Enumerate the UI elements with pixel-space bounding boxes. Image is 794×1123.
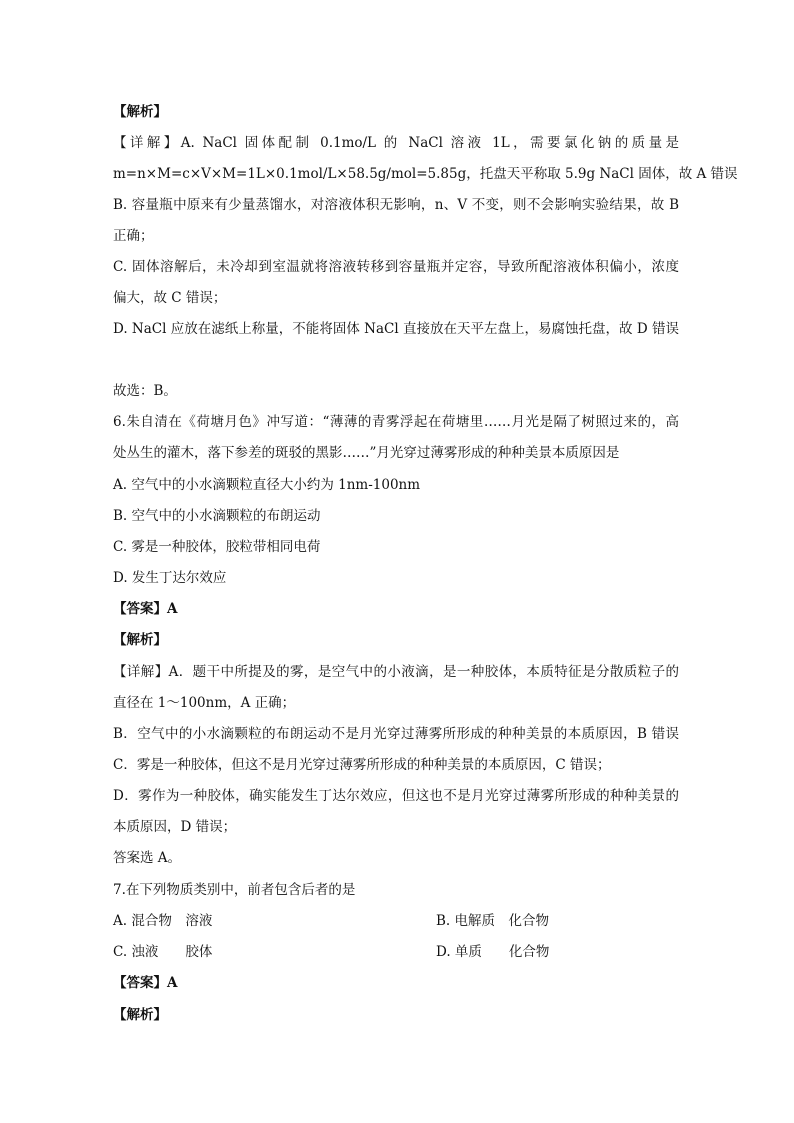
q7-option-a: A. 混合物 溶液 <box>113 913 213 929</box>
q6-option-c: C. 雾是一种胶体，胶粒带相同电荷 <box>113 539 321 555</box>
q6-option-d-line-1: D．雾作为一种胶体，确实能发生丁达尔效应，但这也不是月光穿过薄雾所形成的种种美景的 <box>113 788 679 804</box>
q6-option-c-explanation: C．雾是一种胶体，但这不是月光穿过薄雾所形成的种种美景的本质原因，C 错误； <box>113 757 611 773</box>
q6-stem-line-2: 处丛生的灌木，落下参差的斑驳的黑影……”月光穿过薄雾形成的种种美景本质原因是 <box>113 445 620 461</box>
q6-option-b-explanation: B．空气中的小水滴颗粒的布朗运动不是月光穿过薄雾所形成的种种美景的本质原因，B 错误 <box>113 726 679 742</box>
q6-option-d: D. 发生丁达尔效应 <box>113 570 227 586</box>
q6-detail-line-2: 直径在 1～100nm，A 正确； <box>113 695 296 711</box>
q7-option-b: B. 电解质 化合物 <box>436 913 550 929</box>
q7-option-c: C. 浊液 胶体 <box>113 944 213 960</box>
q5-option-c-line-2: 偏大，故 C 错误； <box>113 290 227 306</box>
q6-conclusion: 答案选 A。 <box>113 850 182 866</box>
q5-option-d-line-1: D. NaCl 应放在滤纸上称量，不能将固体 NaCl 直接放在天平左盘上，易腐蚀托盘，故 D 错误 <box>113 321 679 337</box>
q6-answer: 【答案】A <box>113 601 178 617</box>
q5-option-b-line-2: 正确； <box>113 228 154 244</box>
q6-option-d-line-2: 本质原因，D 错误； <box>113 819 237 835</box>
q7-stem: 7.在下列物质类别中，前者包含后者的是 <box>113 882 356 898</box>
q5-analysis-label: 【解析】 <box>113 104 167 120</box>
q6-option-a: A. 空气中的小水滴颗粒直径大小约为 1nm-100nm <box>113 477 421 493</box>
q7-answer: 【答案】A <box>113 975 178 991</box>
q6-analysis-label: 【解析】 <box>113 632 167 648</box>
q6-option-b: B. 空气中的小水滴颗粒的布朗运动 <box>113 508 321 524</box>
q7-analysis-label: 【解析】 <box>113 1007 167 1023</box>
q7-option-d: D. 单质 化合物 <box>436 944 550 960</box>
q5-option-c-line-1: C. 固体溶解后，未冷却到室温就将溶液转移到容量瓶并定容，导致所配溶液体积偏小，浓度 <box>113 259 679 275</box>
q5-detail-line-1: 【详解】A. NaCl 固体配制 0.1mo/L 的 NaCl 溶液 1L，需要氯化钠的质量是 <box>113 135 679 151</box>
q6-detail-line-1: 【详解】A．题干中所提及的雾，是空气中的小液滴，是一种胶体，本质特征是分散质粒子的 <box>113 664 679 680</box>
q5-detail-line-2: m=n×M=c×V×M=1L×0.1mol/L×58.5g/mol=5.85g，托盘天平称取 5.9g NaCl 固体，故 A 错误 <box>113 166 738 182</box>
q6-stem-line-1: 6.朱自清在《荷塘月色》冲写道：“薄薄的青雾浮起在荷塘里……月光是隔了树照过来的，高 <box>113 414 679 430</box>
q5-option-b-line-1: B. 容量瓶中原来有少量蒸馏水，对溶液体积无影响，n、V 不变，则不会影响实验结果，故 B <box>113 197 679 213</box>
q5-conclusion: 故选：B。 <box>113 383 177 399</box>
